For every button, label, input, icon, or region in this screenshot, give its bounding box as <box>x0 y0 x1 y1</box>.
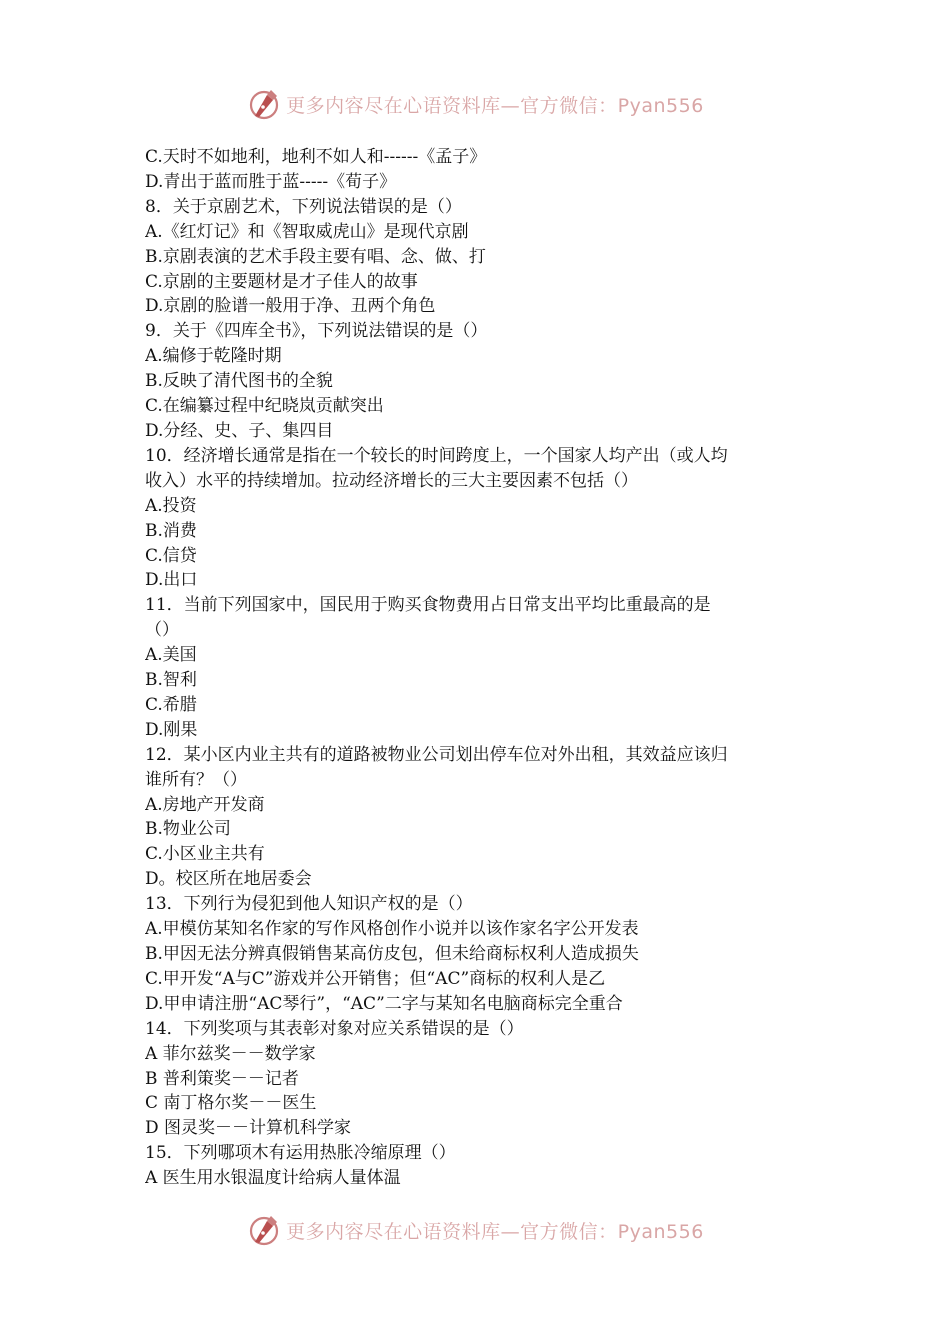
text-line: C.小区业主共有 <box>145 844 265 865</box>
text-line: 9．关于《四库全书》，下列说法错误的是（） <box>145 321 488 342</box>
header-banner <box>0 84 950 124</box>
text-line: 13．下列行为侵犯到他人知识产权的是（） <box>145 894 473 915</box>
text-line: C.在编纂过程中纪晓岚贡献突出 <box>145 396 384 417</box>
text-line: B.物业公司 <box>145 819 231 840</box>
text-line: 10．经济增长通常是指在一个较长的时间跨度上，一个国家人均产出（或人均 <box>145 445 728 466</box>
text-line: 11．当前下列国家中，国民用于购买食物费用占日常支出平均比重最高的是 <box>145 595 711 616</box>
text-line: B.智利 <box>145 670 197 691</box>
text-line: C 南丁格尔奖－－医生 <box>145 1093 317 1114</box>
pen-nib-circle-icon <box>246 86 282 122</box>
banner-text: 更多内容尽在心语资料库—官方微信：Pyan556 <box>286 1220 704 1243</box>
text-line: B.甲因无法分辨真假销售某高仿皮包，但未给商标权利人造成损失 <box>145 944 639 964</box>
text-line: D。校区所在地居委会 <box>145 869 312 890</box>
banner-text: 更多内容尽在心语资料库—官方微信：Pyan556 <box>286 94 704 117</box>
wechat-id: Pyan556 <box>617 94 704 117</box>
text-line: A.甲模仿某知名作家的写作风格创作小说并以该作家名字公开发表 <box>145 919 639 940</box>
text-line: C.信贷 <box>145 545 197 566</box>
text-line: B.京剧表演的艺术手段主要有唱、念、做、打 <box>145 246 486 267</box>
text-line: 12．某小区内业主共有的道路被物业公司划出停车位对外出租，其效益应该归 <box>145 744 728 765</box>
text-line: （） <box>145 620 179 641</box>
text-line: D.青出于蓝而胜于蓝-----《荀子》 <box>145 171 397 192</box>
text-line: B.消费 <box>145 520 197 541</box>
text-line: C.甲开发“A与C”游戏并公开销售；但“AC”商标的权利人是乙 <box>145 968 606 989</box>
text-line: 14．下列奖项与其表彰对象对应关系错误的是（） <box>145 1018 524 1039</box>
text-line: B 普利策奖－－记者 <box>145 1068 299 1089</box>
pen-nib-circle-icon <box>246 1212 282 1248</box>
wechat-id: Pyan556 <box>617 1220 704 1243</box>
text-line: A.美国 <box>145 645 197 666</box>
footer-banner <box>0 1210 950 1250</box>
text-line: C.京剧的主要题材是才子佳人的故事 <box>145 271 418 292</box>
text-line: 8．关于京剧艺术，下列说法错误的是（） <box>145 196 462 217</box>
text-line: C.天时不如地利，地利不如人和------《孟子》 <box>145 147 487 167</box>
text-line: D.京剧的脸谱一般用于净、丑两个角色 <box>145 296 436 317</box>
text-line: A 医生用水银温度计给病人量体温 <box>145 1168 401 1189</box>
text-line: D.甲申请注册“AC琴行”，“AC”二字与某知名电脑商标完全重合 <box>145 993 623 1014</box>
text-line: B.反映了清代图书的全貌 <box>145 371 333 392</box>
question-text-body <box>145 145 810 1191</box>
text-line: 收入）水平的持续增加。拉动经济增长的三大主要因素不包括（） <box>145 470 638 491</box>
text-line: A 菲尔兹奖－－数学家 <box>145 1043 316 1064</box>
text-line: 谁所有？（） <box>145 769 247 790</box>
text-line: A.《红灯记》和《智取威虎山》是现代京剧 <box>145 221 469 242</box>
text-line: A.编修于乾隆时期 <box>145 346 282 367</box>
text-line: D.分经、史、子、集四目 <box>145 420 334 441</box>
text-line: C.希腊 <box>145 694 197 715</box>
text-line: D.刚果 <box>145 719 198 740</box>
text-line: D.出口 <box>145 570 198 591</box>
text-line: A.投资 <box>145 495 197 516</box>
text-line: A.房地产开发商 <box>145 794 265 815</box>
text-line: 15．下列哪项木有运用热胀冷缩原理（） <box>145 1143 456 1164</box>
text-line: D 图灵奖－－计算机科学家 <box>145 1118 352 1139</box>
